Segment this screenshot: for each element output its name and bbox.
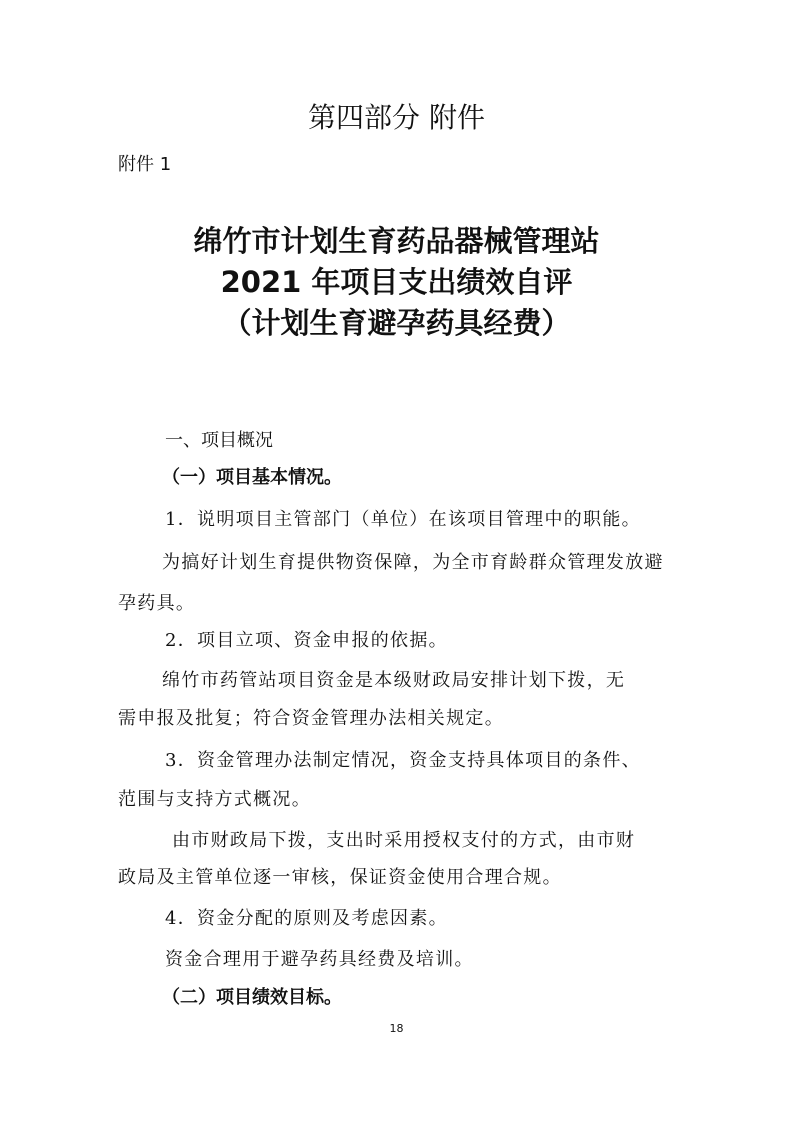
- item1-body-line2: 孕药具。: [118, 593, 196, 614]
- item4-body: 资金合理用于避孕药具经费及培训。: [165, 949, 474, 970]
- item3-label-line1: 3．资金管理办法制定情况，资金支持具体项目的条件、: [165, 750, 641, 771]
- item3-body-line1: 由市财政局下拨，支出时采用授权支付的方式，由市财: [172, 830, 636, 851]
- annex-label: 附件 1: [118, 154, 172, 175]
- subsection-heading-performance-goals: （二）项目绩效目标。: [162, 987, 342, 1008]
- subsection-heading-basic-info: （一）项目基本情况。: [162, 467, 342, 488]
- item2-body-line2: 需申报及批复；符合资金管理办法相关规定。: [118, 708, 504, 729]
- item3-body-line2: 政局及主管单位逐一审核，保证资金使用合理合规。: [118, 867, 562, 888]
- doc-title-line1: 绵竹市计划生育药品器械管理站: [193, 224, 600, 258]
- item1-label: 1．说明项目主管部门（单位）在该项目管理中的职能。: [165, 509, 641, 530]
- doc-title-line2: 2021 年项目支出绩效自评: [220, 265, 573, 299]
- item1-body-line1: 为搞好计划生育提供物资保障，为全市育龄群众管理发放避: [162, 552, 664, 573]
- part-title: 第四部分 附件: [308, 101, 485, 134]
- section-heading: 一、项目概况: [165, 430, 273, 451]
- item4-label: 4．资金分配的原则及考虑因素。: [165, 908, 448, 929]
- item2-body-line1: 绵竹市药管站项目资金是本级财政局安排计划下拨，无: [162, 670, 626, 691]
- doc-title-line3: （计划生育避孕药具经费）: [222, 306, 571, 340]
- page-number: 18: [389, 1022, 404, 1035]
- item2-label: 2．项目立项、资金申报的依据。: [165, 630, 448, 651]
- item3-label-line2: 范围与支持方式概况。: [118, 789, 311, 810]
